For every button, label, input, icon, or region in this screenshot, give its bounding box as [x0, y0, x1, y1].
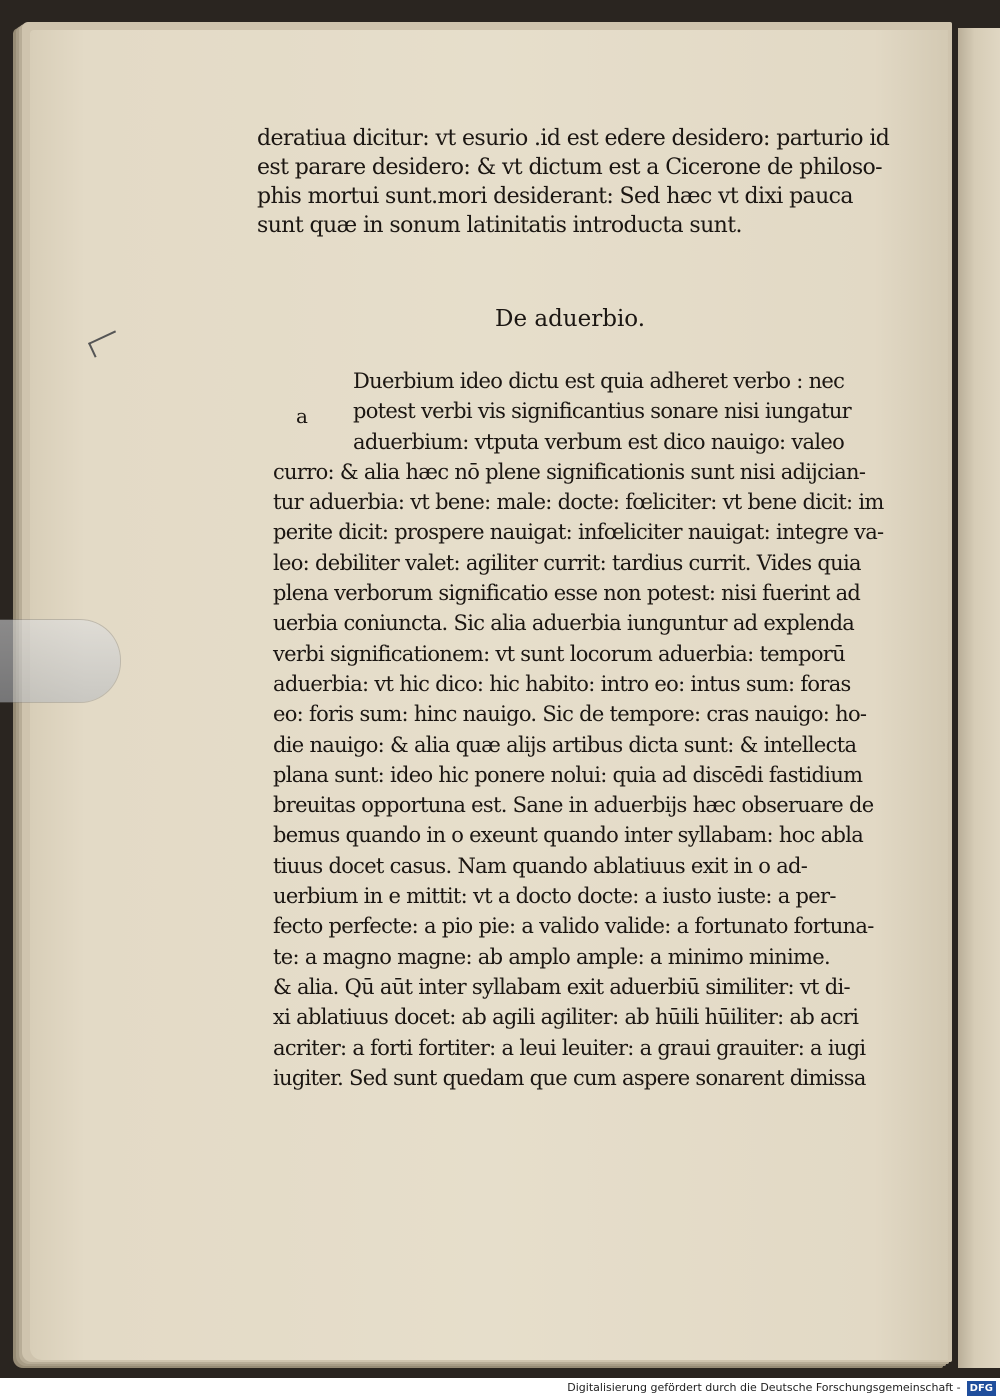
text-line: deratiua dicitur: vt esurio .id est edere desidero: parturio id	[257, 126, 890, 151]
text-line: uerbium in e mittit: vt a docto docte: a iusto iuste: a per-	[273, 884, 836, 909]
footer-bar	[0, 1378, 1000, 1397]
text-line: bemus quando in o exeunt quando inter syllabam: hoc abla	[273, 823, 864, 848]
text-line: perite dicit: prospere nauigat: infœliciter nauigat: integre va-	[273, 520, 884, 545]
text-line: potest verbi vis significantius sonare nisi iungatur	[353, 399, 851, 424]
text-line: aduerbium: vtputa verbum est dico nauigo: valeo	[353, 429, 845, 454]
text-line: xi ablatiuus docet: ab agili agiliter: ab hūili hūiliter: ab acri	[273, 1005, 859, 1030]
text-line: eo: foris sum: hinc nauigo. Sic de tempore: cras nauigo: ho-	[273, 702, 867, 727]
text-line: iugiter. Sed sunt quedam que cum aspere sonarent dimissa	[273, 1065, 866, 1090]
text-line: tur aduerbia: vt bene: male: docte: fœliciter: vt bene dicit: im	[273, 490, 884, 515]
text-line: Duerbium ideo dictu est quia adheret verbo : nec	[353, 369, 845, 393]
text-line: sunt quæ in sonum latinitatis introducta sunt.	[257, 213, 742, 238]
body-text-block	[273, 366, 893, 1093]
dfg-logo: DFG	[967, 1381, 996, 1396]
text-line: aduerbia: vt hic dico: hic habito: intro eo: intus sum: foras	[273, 671, 851, 696]
section-heading: De aduerbio.	[495, 306, 646, 332]
text-line: curro: & alia hæc nō plene significationis sunt nisi adijcian-	[273, 459, 866, 484]
page-clip	[0, 620, 120, 702]
text-line: est parare desidero: & vt dictum est a Cicerone de philoso-	[257, 155, 882, 180]
text-line: verbi significationem: vt sunt locorum aduerbia: temporū	[273, 641, 845, 666]
guide-letter: a	[296, 404, 308, 428]
top-text-block	[257, 124, 890, 240]
text-line: phis mortui sunt.mori desiderant: Sed hæc vt dixi pauca	[257, 184, 853, 209]
text-line: plana sunt: ideo hic ponere nolui: quia ad discēdi fastidium	[273, 762, 863, 787]
text-line: tiuus docet casus. Nam quando ablatiuus exit in o ad-	[273, 853, 808, 878]
footer-credit: Digitalisierung gefördert durch die Deutsche Forschungsgemeinschaft -	[567, 1381, 961, 1394]
text-line: uerbia coniuncta. Sic alia aduerbia iunguntur ad explenda	[273, 611, 855, 636]
text-line: leo: debiliter valet: agiliter currit: tardius currit. Vides quia	[273, 550, 861, 575]
text-line: acriter: a forti fortiter: a leui leuiter: a graui grauiter: a iugi	[273, 1035, 866, 1060]
facing-page-edge	[958, 28, 1000, 1368]
text-line: te: a magno magne: ab amplo ample: a minimo minime.	[273, 944, 830, 969]
text-line: & alia. Qū aūt inter syllabam exit aduerbiū similiter: vt di-	[273, 974, 850, 999]
text-line: die nauigo: & alia quæ alijs artibus dicta sunt: & intellecta	[273, 732, 857, 757]
text-line: fecto perfecte: a pio pie: a valido valide: a fortunato fortuna-	[273, 914, 874, 939]
text-line: plena verborum significatio esse non potest: nisi fuerint ad	[273, 581, 861, 606]
text-line: breuitas opportuna est. Sane in aduerbijs hæc obseruare de	[273, 793, 874, 818]
